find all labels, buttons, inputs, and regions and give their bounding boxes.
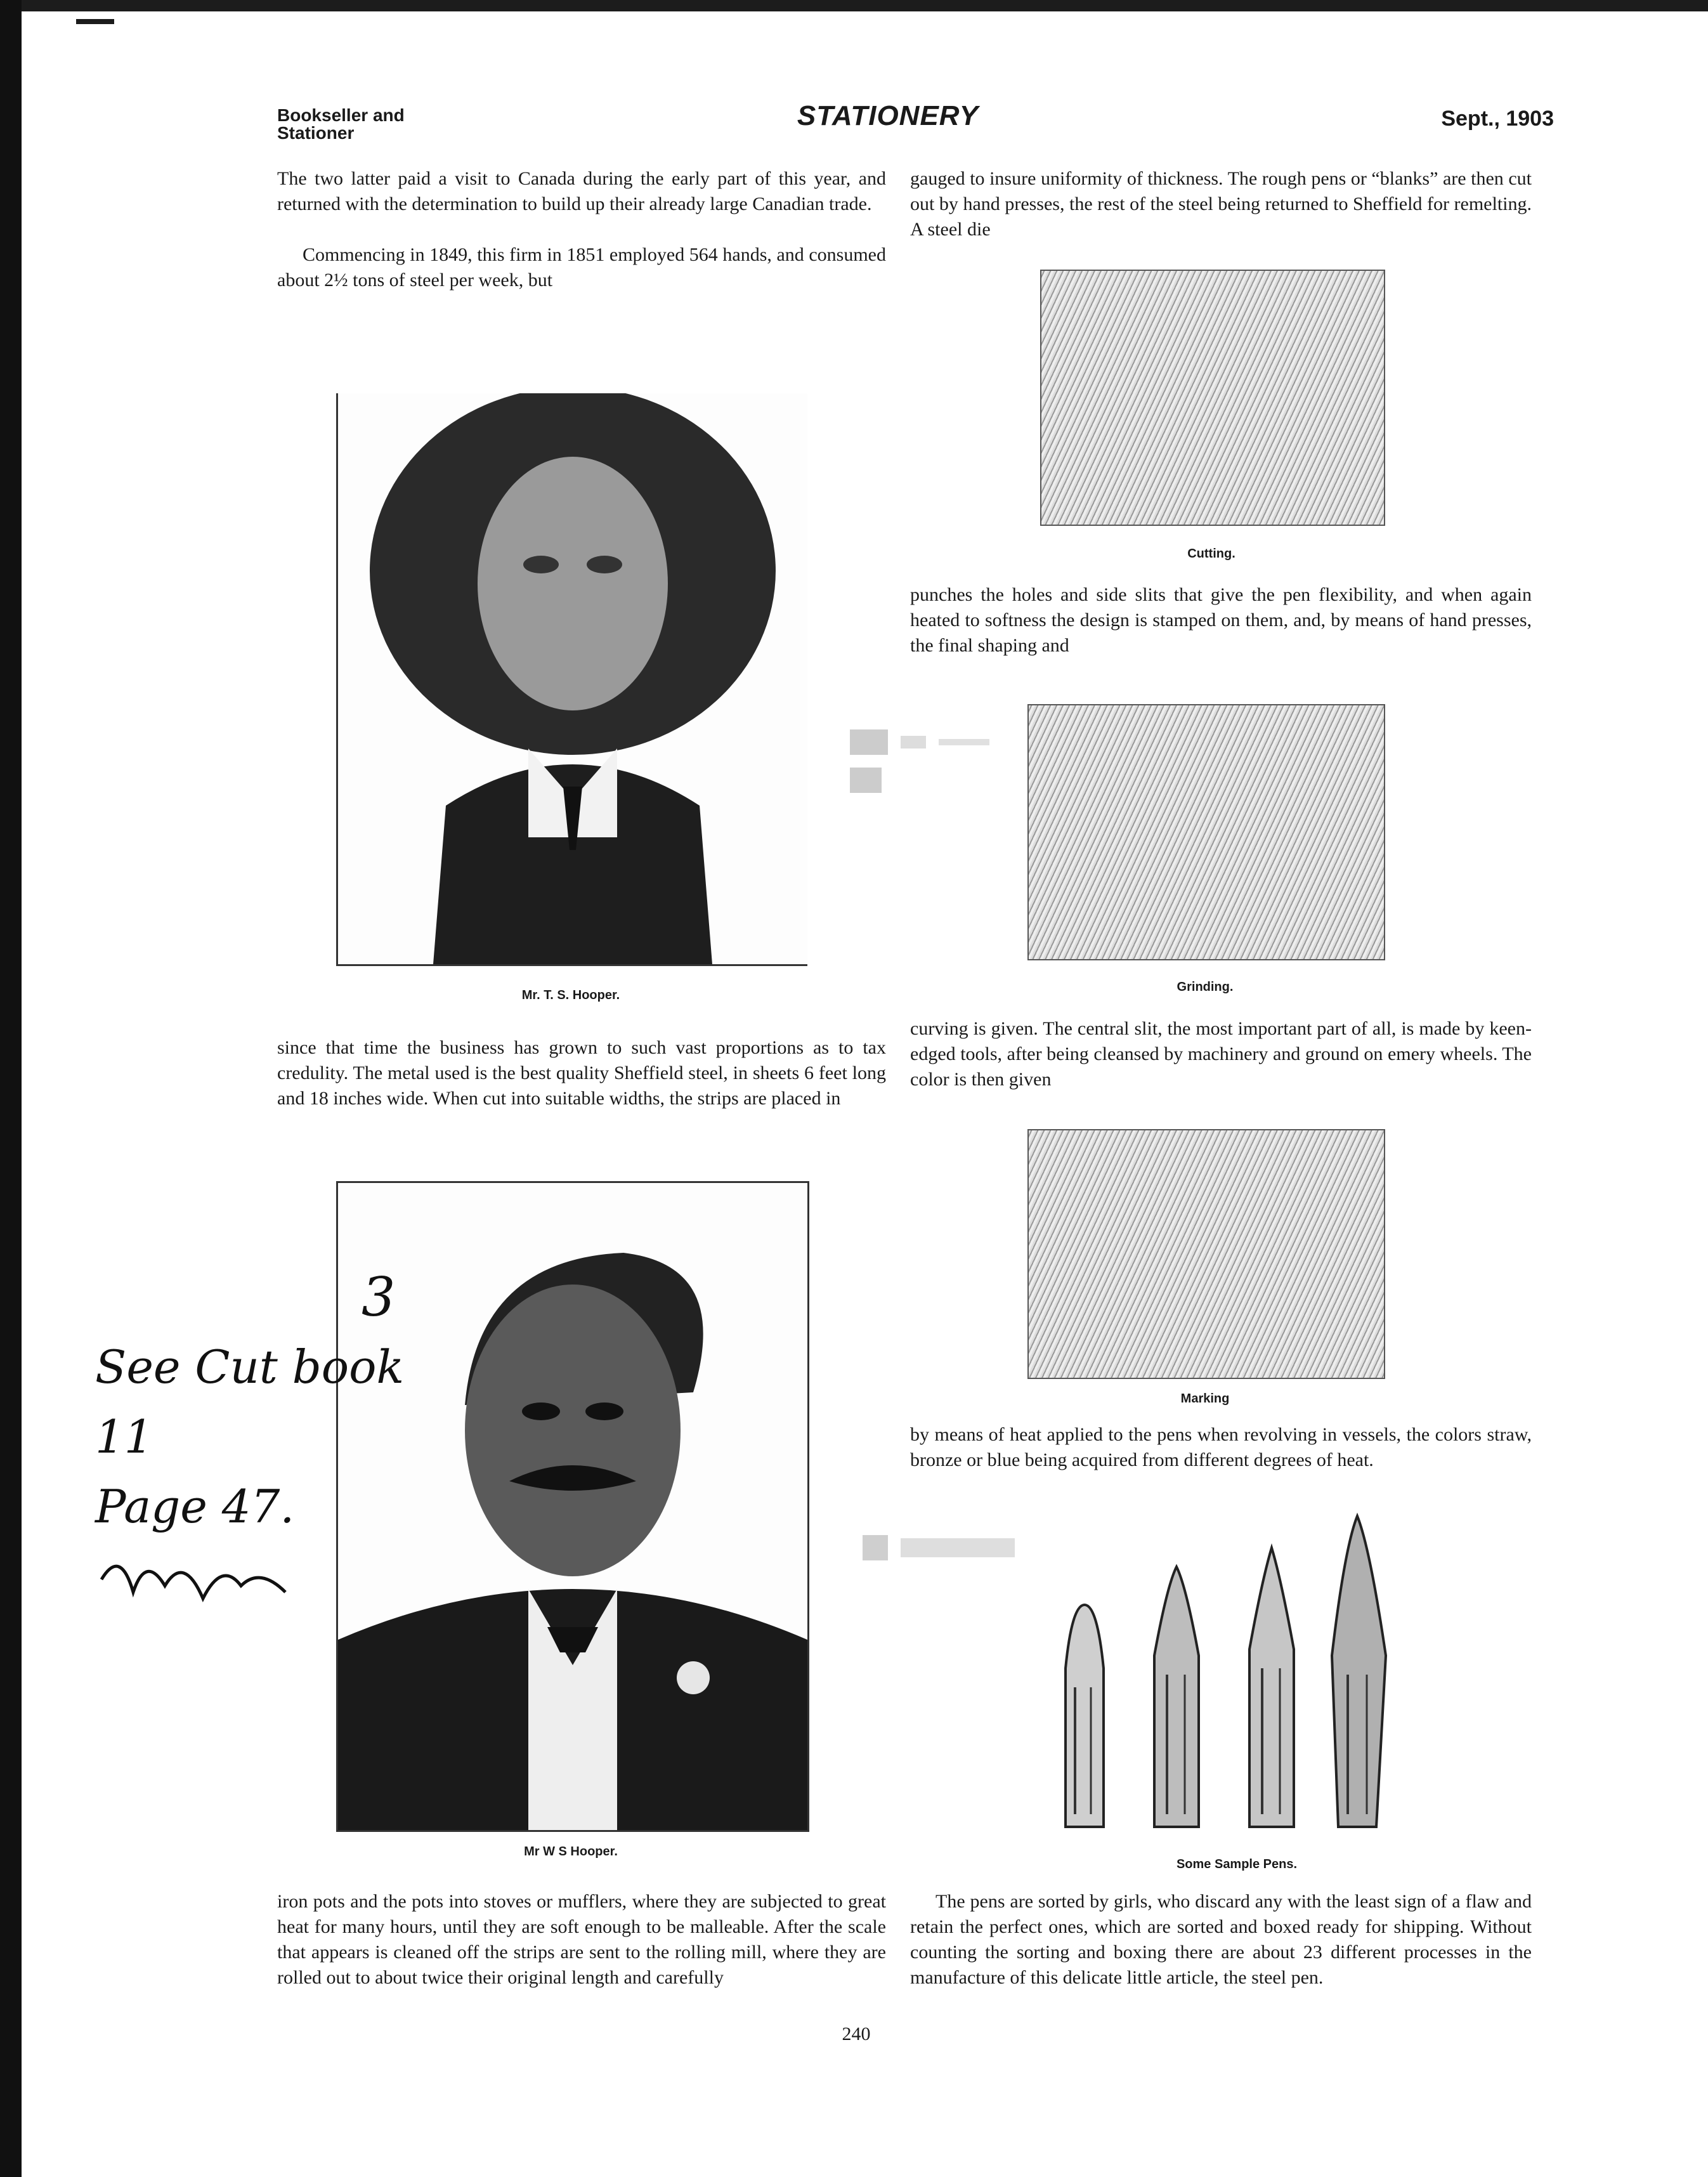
handwritten-number: 3 (362, 1266, 396, 1328)
scan-binding-edge (0, 0, 22, 2177)
portrait-ts-hooper-image (338, 393, 807, 964)
running-head-left-line2: Stationer (277, 123, 355, 143)
pen-4 (1332, 1516, 1386, 1827)
right-paragraph-4: by means of heat applied to the pens when revolving in vessels, the colors straw, bronze or blue being acquired from different degrees of heat. (910, 1424, 1532, 1470)
left-paragraph-4: iron pots and the pots into stoves or mufflers, where they are subjected to great heat for many hours, until they are soft enough to be malleable. After the scale that appears is cleaned off the strips are sent to the rolling mill, where they are rolled out to about twice their original length and carefully (277, 1891, 886, 1988)
illustration-marking (1027, 1129, 1385, 1379)
right-paragraph-1: gauged to insure uniformity of thickness. The rough pens or “blanks” are then cut out by hand presses, the rest of the steel being returned to Sheffield for remelting. A steel die (910, 168, 1532, 240)
left-paragraph-3: since that time the business has grown to such vast proportions as to tax credulity. The metal used is the best quality Sheffield steel, in sheets 6 feet long and 18 inches wide. When cut into suitable widths, the strips are placed in (277, 1037, 886, 1109)
page-number: 240 (842, 2023, 871, 2044)
caption-cutting: Cutting. (1187, 547, 1235, 561)
left-paragraph-2: Commencing in 1849, this firm in 1851 employed 564 hands, and consumed about 2½ tons of steel per week, but (277, 244, 886, 291)
portrait-ts-hooper (336, 393, 807, 966)
left-paragraph-1: The two latter paid a visit to Canada during the early part of this year, and returned with the determination to build up their already large Canadian trade. (277, 168, 886, 214)
handwritten-annotation (95, 1262, 425, 1637)
right-paragraph-5: The pens are sorted by girls, who discard any with the least sign of a flaw and retain the perfect ones, which are sorted and boxed ready for shipping. Without counting the sorting and boxing there are about 23 different processes in the manufacture of this delicate little article, the steel pen. (910, 1891, 1532, 1988)
faded-stamp-marks-2 (863, 1529, 1053, 1574)
illustration-grinding (1027, 704, 1385, 960)
illustration-cutting (1040, 270, 1385, 526)
faded-stamp-marks (844, 723, 1008, 806)
page-title: STATIONERY (797, 100, 979, 131)
pen-2 (1154, 1567, 1199, 1827)
handwritten-scribble (95, 1541, 323, 1618)
sample-pens-image (1040, 1510, 1433, 1840)
issue-date: Sept., 1903 (1441, 107, 1554, 131)
caption-sample-pens: Some Sample Pens. (1176, 1857, 1298, 1871)
caption-portrait-ws-hooper: Mr W S Hooper. (524, 1845, 618, 1859)
faded-stamp-image (844, 723, 1008, 799)
faded-stamp-image-2 (863, 1529, 1053, 1567)
right-paragraph-3: curving is given. The central slit, the most important part of all, is made by keen-edged tools, after being cleansed by machinery and ground on emery wheels. The color is then given (910, 1018, 1532, 1090)
pen-3 (1249, 1548, 1294, 1827)
pen-1 (1066, 1605, 1104, 1827)
scan-mark (76, 19, 114, 24)
caption-grinding: Grinding. (1177, 980, 1234, 994)
handwritten-line-2: Page 47. (95, 1480, 295, 1533)
caption-marking: Marking (1180, 1392, 1230, 1406)
handwritten-line-1: See Cut book 11 (95, 1340, 405, 1463)
right-paragraph-2: punches the holes and side slits that give the pen flexibility, and when again heated to softness the design is stamped on them, and, by means of hand presses, the final shaping and (910, 584, 1532, 656)
running-head-left-line1: Bookseller and (277, 105, 405, 125)
caption-portrait-ts-hooper: Mr. T. S. Hooper. (521, 988, 620, 1002)
illustration-sample-pens (1040, 1510, 1433, 1840)
running-head-left (277, 107, 467, 142)
scan-top-edge (0, 0, 1708, 11)
